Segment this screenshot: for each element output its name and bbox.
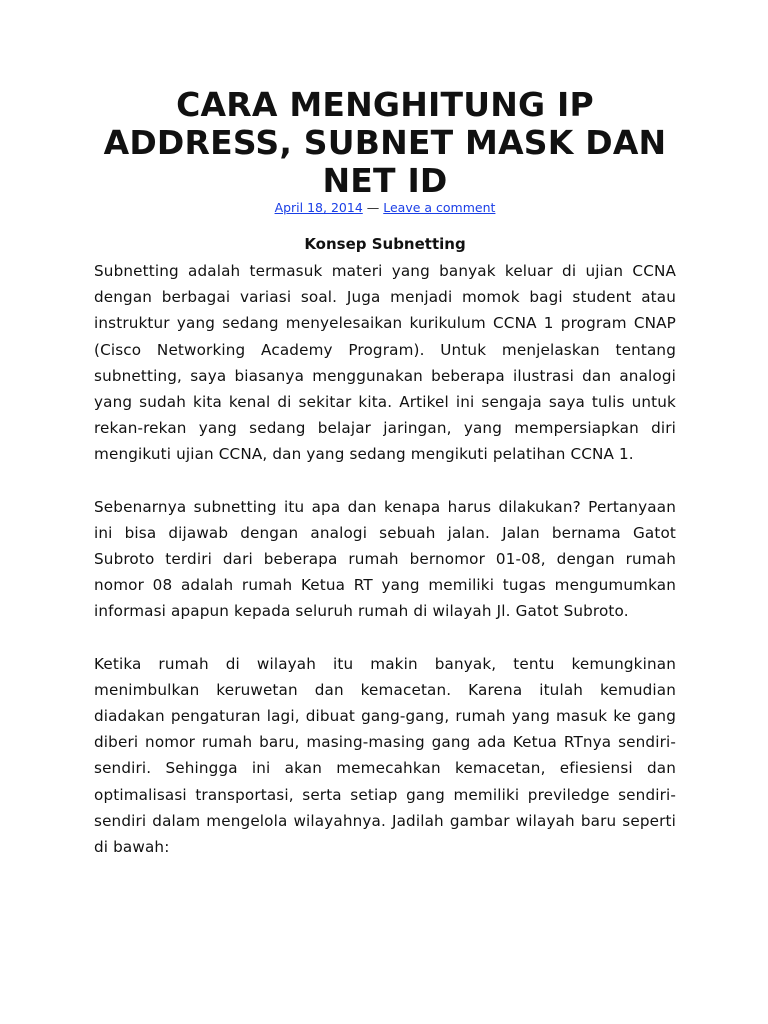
- paragraph: Sebenarnya subnetting itu apa dan kenapa harus dilakukan? Pertanyaan ini bisa dijawab dengan analogi sebuah jalan. Jalan bernama Gatot Subroto terdiri dari beberapa rumah bernomor 01-08, dengan rumah nomor 08 adalah rumah Ketua RT yang memiliki tugas mengumumkan informasi apapun kepada seluruh rumah di wilayah Jl. Gatot Subroto.: [94, 497, 676, 621]
- article-title: CARA MENGHITUNG IP ADDRESS, SUBNET MASK DAN NET ID: [103, 85, 667, 200]
- post-date-link[interactable]: April 18, 2014: [274, 200, 363, 215]
- leave-comment-link[interactable]: Leave a comment: [383, 200, 496, 215]
- article: [94, 86, 676, 860]
- section-heading: Konsep Subnetting: [304, 235, 466, 253]
- paragraph: Ketika rumah di wilayah itu makin banyak, tentu kemungkinan menimbulkan keruwetan dan kemacetan. Karena itulah kemudian diadakan pengaturan lagi, dibuat gang-gang, rumah yang masuk ke gang diberi nomor rumah baru, masing-masing gang ada Ketua RTnya sendiri-sendiri. Sehingga ini akan memecahkan kemacetan, efiesiensi dan optimalisasi transportasi, serta setiap gang memiliki previledge sendiri-sendiri dalam mengelola wilayahnya. Jadilah gambar wilayah baru seperti di bawah:: [94, 654, 676, 857]
- meta-separator: —: [366, 200, 384, 215]
- post-meta: [94, 200, 676, 216]
- paragraph: Subnetting adalah termasuk materi yang banyak keluar di ujian CCNA dengan berbagai variasi soal. Juga menjadi momok bagi student atau instruktur yang sedang menyelesaikan kurikulum CCNA 1 program CNAP (Cisco Networking Academy Program). Untuk menjelaskan tentang subnetting, saya biasanya menggunakan beberapa ilustrasi dan analogi yang sudah kita kenal di sekitar kita. Artikel ini sengaja saya tulis untuk rekan-rekan yang sedang belajar jaringan, yang mempersiapkan diri mengikuti ujian CCNA, dan yang sedang mengikuti pelatihan CCNA 1.: [94, 262, 676, 464]
